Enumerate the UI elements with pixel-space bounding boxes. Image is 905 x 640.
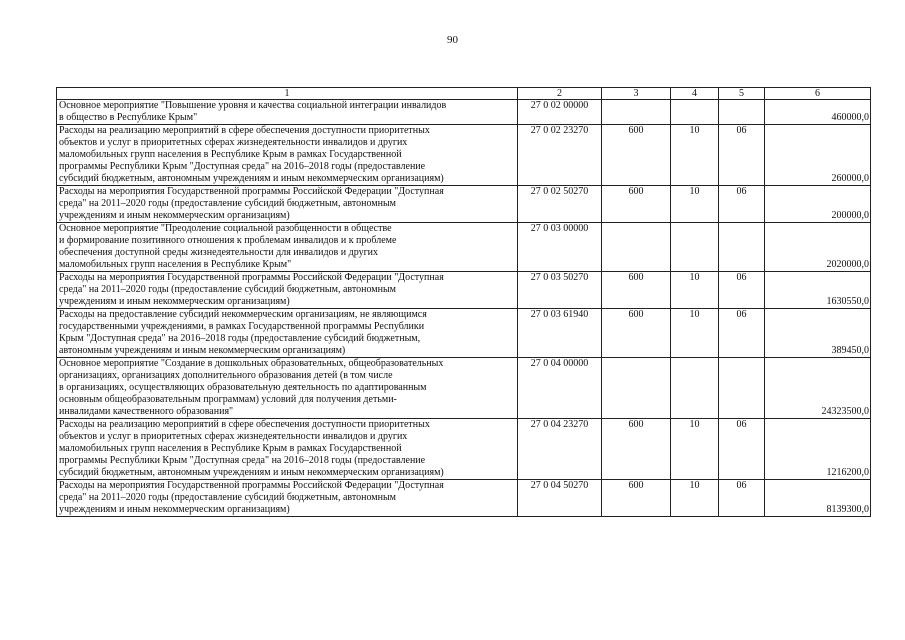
column-header-3: 3 [602,88,671,100]
row-amount-cell: 200000,0 [765,186,871,223]
row-expense-type-cell [602,100,671,125]
row-subsection-cell: 06 [719,309,765,358]
row-code-cell: 27 0 04 23270 [518,419,602,480]
row-subsection-cell: 06 [719,272,765,309]
row-section-cell [671,100,719,125]
table-row [57,223,871,272]
column-header-2: 2 [518,88,602,100]
row-code-cell: 27 0 02 50270 [518,186,602,223]
row-section-cell [671,358,719,419]
table-row [57,272,871,309]
row-subsection-cell [719,358,765,419]
row-name-cell: Расходы на реализацию мероприятий в сфере обеспечения доступности приоритетных объектов и услуг в приоритетных сферах жизнедеятельности инвалидов и других маломобильных групп населения в Республике Крым в рамках Государственной программы Республики Крым "Доступная среда" на 2016–2018 годы (предоставление субсидий бюджетным, автономным учреждениям и иным некоммерческим организациям) [57,419,518,480]
row-amount-cell: 260000,0 [765,125,871,186]
budget-table [56,87,871,517]
column-header-4: 4 [671,88,719,100]
row-code-cell: 27 0 03 61940 [518,309,602,358]
table-row [57,125,871,186]
row-name-cell: Основное мероприятие "Создание в дошкольных образовательных, общеобразовательных организациях, организациях дополнительного образования детей (в том числе в организациях, осуществляющих образовательную деятельность по адаптированным основным общеобразовательным программам) условий для получения детьми- инвалидами качественного образования" [57,358,518,419]
row-amount-cell: 1216200,0 [765,419,871,480]
column-header-1: 1 [57,88,518,100]
row-amount-cell: 2020000,0 [765,223,871,272]
table-row [57,358,871,419]
row-amount-cell: 460000,0 [765,100,871,125]
row-subsection-cell [719,223,765,272]
row-expense-type-cell: 600 [602,272,671,309]
column-header-6: 6 [765,88,871,100]
row-section-cell: 10 [671,186,719,223]
row-subsection-cell: 06 [719,480,765,517]
row-code-cell: 27 0 03 00000 [518,223,602,272]
page-number: 90 [447,34,458,46]
row-subsection-cell: 06 [719,125,765,186]
table-row [57,309,871,358]
row-subsection-cell: 06 [719,186,765,223]
row-subsection-cell [719,100,765,125]
row-name-cell: Расходы на предоставление субсидий некоммерческим организациям, не являющимся государственными учреждениями, в рамках Государственной программы Республики Крым "Доступная среда" на 2016–2018 годы (предоставление субсидий бюджетным, автономным учреждениям и иным некоммерческим организациям) [57,309,518,358]
row-section-cell: 10 [671,480,719,517]
row-name-cell: Расходы на мероприятия Государственной программы Российской Федерации "Доступная среда" на 2011–2020 годы (предоставление субсидий бюджетным, автономным учреждениям и иным некоммерческим организациям) [57,186,518,223]
row-code-cell: 27 0 02 00000 [518,100,602,125]
row-amount-cell: 389450,0 [765,309,871,358]
table-row [57,100,871,125]
table-row [57,480,871,517]
column-header-5: 5 [719,88,765,100]
row-name-cell: Основное мероприятие "Повышение уровня и качества социальной интеграции инвалидов в общество в Республике Крым" [57,100,518,125]
row-expense-type-cell: 600 [602,186,671,223]
row-expense-type-cell: 600 [602,309,671,358]
row-code-cell: 27 0 04 50270 [518,480,602,517]
row-name-cell: Расходы на мероприятия Государственной программы Российской Федерации "Доступная среда" на 2011–2020 годы (предоставление субсидий бюджетным, автономным учреждениям и иным некоммерческим организациям) [57,272,518,309]
row-expense-type-cell: 600 [602,480,671,517]
row-amount-cell: 24323500,0 [765,358,871,419]
row-section-cell: 10 [671,419,719,480]
row-name-cell: Основное мероприятие "Преодоление социальной разобщенности в обществе и формирование позитивного отношения к проблемам инвалидов и к проблеме обеспечения доступной среды жизнедеятельности для инвалидов и других маломобильных групп населения в Республике Крым" [57,223,518,272]
row-code-cell: 27 0 04 00000 [518,358,602,419]
row-amount-cell: 8139300,0 [765,480,871,517]
row-name-cell: Расходы на мероприятия Государственной программы Российской Федерации "Доступная среда" на 2011–2020 годы (предоставление субсидий бюджетным, автономным учреждениям и иным некоммерческим организациям) [57,480,518,517]
row-section-cell: 10 [671,272,719,309]
row-expense-type-cell: 600 [602,419,671,480]
row-section-cell: 10 [671,309,719,358]
row-expense-type-cell [602,358,671,419]
row-section-cell: 10 [671,125,719,186]
table-row [57,186,871,223]
header-row [57,88,871,100]
row-subsection-cell: 06 [719,419,765,480]
row-amount-cell: 1630550,0 [765,272,871,309]
table-row [57,419,871,480]
row-code-cell: 27 0 02 23270 [518,125,602,186]
row-expense-type-cell: 600 [602,125,671,186]
row-name-cell: Расходы на реализацию мероприятий в сфере обеспечения доступности приоритетных объектов и услуг в приоритетных сферах жизнедеятельности инвалидов и других маломобильных групп населения в Республике Крым в рамках Государственной программы Республики Крым "Доступная среда" на 2016–2018 годы (предоставление субсидий бюджетным, автономным учреждениям и иным некоммерческим организациям) [57,125,518,186]
row-expense-type-cell [602,223,671,272]
row-code-cell: 27 0 03 50270 [518,272,602,309]
row-section-cell [671,223,719,272]
